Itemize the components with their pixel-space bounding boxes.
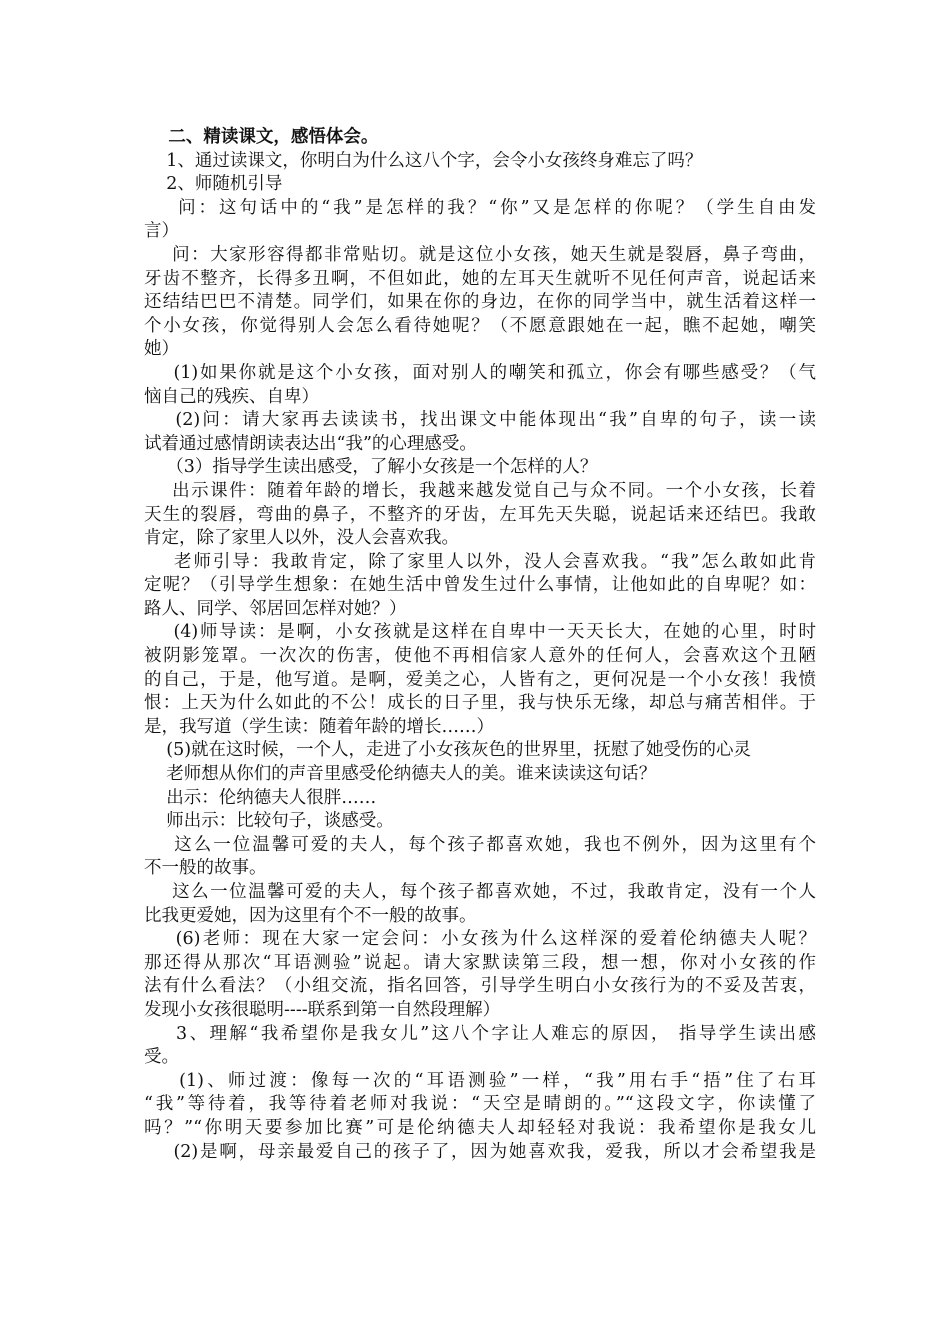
text-line: 问：这句话中的“我”是怎样的我？“你”又是怎样的你呢？（学生自由发 <box>144 197 816 218</box>
text-line: 是，我写道（学生读：随着年龄的增长……） <box>144 716 494 737</box>
text-line: 2、师随机引导 <box>144 174 283 195</box>
text-line: 试着通过感情朗读表达出“我”的心理感受。 <box>144 433 477 454</box>
text-line: 老师想从你们的声音里感受伦纳德夫人的美。谁来读读这句话？ <box>144 764 657 785</box>
text-line: 比我更爱她，因为这里有个不一般的故事。 <box>144 905 477 926</box>
text-line: 天生的裂唇，弯曲的鼻子，不整齐的牙齿，左耳先天失聪，说起话来还结巴。我敢 <box>144 504 816 525</box>
text-line: 出示课件：随着年龄的增长，我越来越发觉自己与众不同。一个小女孩，长着 <box>144 480 816 501</box>
text-line: 还结结巴巴不清楚。同学们，如果在你的身边，在你的同学当中，就生活着这样一 <box>144 292 816 313</box>
text-line: (4)师导读：是啊，小女孩就是这样在自卑中一天天长大，在她的心里，时时 <box>144 622 816 643</box>
text-line: 老师引导：我敢肯定，除了家里人以外，没人会喜欢我。“我”怎么敢如此肯 <box>144 551 816 572</box>
text-line: 3、理解“我希望你是我女儿”这八个字让人难忘的原因， 指导学生读出感 <box>144 1023 816 1044</box>
text-line: (2)问：请大家再去读读书，找出课文中能体现出“我”自卑的句子，读一读 <box>144 410 816 431</box>
text-line: (1)、师过渡：像每一次的“耳语测验”一样，“我”用右手“捂”住了右耳 <box>144 1070 816 1091</box>
text-line: 受。 <box>144 1047 179 1068</box>
text-line: 师出示：比较句子，谈感受。 <box>144 811 394 832</box>
text-line: 路人、同学、邻居回怎样对她？） <box>144 598 407 619</box>
text-line: 那还得从那次“耳语测验”说起。请大家默读第三段，想一想，你对小女孩的作 <box>144 952 816 973</box>
text-line: 出示：伦纳德夫人很胖…… <box>144 787 377 808</box>
text-line: 被阴影笼罩。一次次的伤害，使他不再相信家人意外的任何人，会喜欢这个丑陋 <box>144 646 816 667</box>
text-line: (5)就在这时候，一个人，走进了小女孩灰色的世界里，抚慰了她受伤的心灵 <box>144 740 752 761</box>
text-line: 这么一位温馨可爱的夫人，每个孩子都喜欢她，不过，我敢肯定，没有一个人 <box>144 882 816 902</box>
text-line: 不一般的故事。 <box>144 858 267 879</box>
text-line: 言） <box>144 221 179 242</box>
document-page <box>144 126 816 1164</box>
text-line: 恼自己的残疾、自卑） <box>144 386 319 407</box>
text-line: 她） <box>144 339 179 360</box>
text-line: 1、通过读课文，你明白为什么这八个字，会令小女孩终身难忘了吗？ <box>144 150 703 171</box>
text-line: 法有什么看法？（小组交流，指名回答，引导学生明白小女孩行为的不妥及苦衷， <box>144 976 816 997</box>
text-line: (1)如果你就是这个小女孩，面对别人的嘲笑和孤立，你会有哪些感受？（气 <box>144 362 816 383</box>
text-line: 肯定，除了家里人以外，没人会喜欢我。 <box>144 528 459 549</box>
text-line: 恨：上天为什么如此的不公！成长的日子里，我与快乐无缘，却总与痛苦相伴。于 <box>144 693 816 714</box>
text-line: 个小女孩，你觉得别人会怎么看待她呢？（不愿意跟她在一起，瞧不起她，嘲笑 <box>144 315 816 336</box>
text-line: 定呢？（引导学生想象：在她生活中曾发生过什么事情，让他如此的自卑呢？如： <box>144 575 816 596</box>
text-line: 牙齿不整齐，长得多丑啊，不但如此，她的左耳天生就听不见任何声音，说起话来 <box>144 268 816 289</box>
text-line: （3）指导学生读出感受，了解小女孩是一个怎样的人？ <box>144 457 598 478</box>
text-line: 发现小女孩很聪明----联系到第一自然段理解） <box>144 999 501 1020</box>
text-line: 这么一位温馨可爱的夫人，每个孩子都喜欢她，我也不例外，因为这里有个 <box>144 834 816 855</box>
text-line: 吗？”“你明天要参加比赛”可是伦纳德夫人却轻轻对我说：我希望你是我女儿 <box>144 1117 816 1138</box>
text-line: “我”等待着，我等待着老师对我说：“天空是晴朗的。”“这段文字，你读懂了 <box>144 1094 816 1115</box>
text-line: (2)是啊，母亲最爱自己的孩子了，因为她喜欢我，爱我，所以才会希望我是 <box>144 1141 816 1162</box>
text-line: 的自己，于是，他写道。是啊，爱美之心，人皆有之，更何况是一个小女孩！我愤 <box>144 669 816 690</box>
text-line: 问：大家形容得都非常贴切。就是这位小女孩，她天生就是裂唇，鼻子弯曲， <box>144 244 816 265</box>
section-heading: 二、精读课文，感悟体会。 <box>144 127 379 147</box>
text-line: (6)老师：现在大家一定会问：小女孩为什么这样深的爱着伦纳德夫人呢？ <box>144 929 816 950</box>
